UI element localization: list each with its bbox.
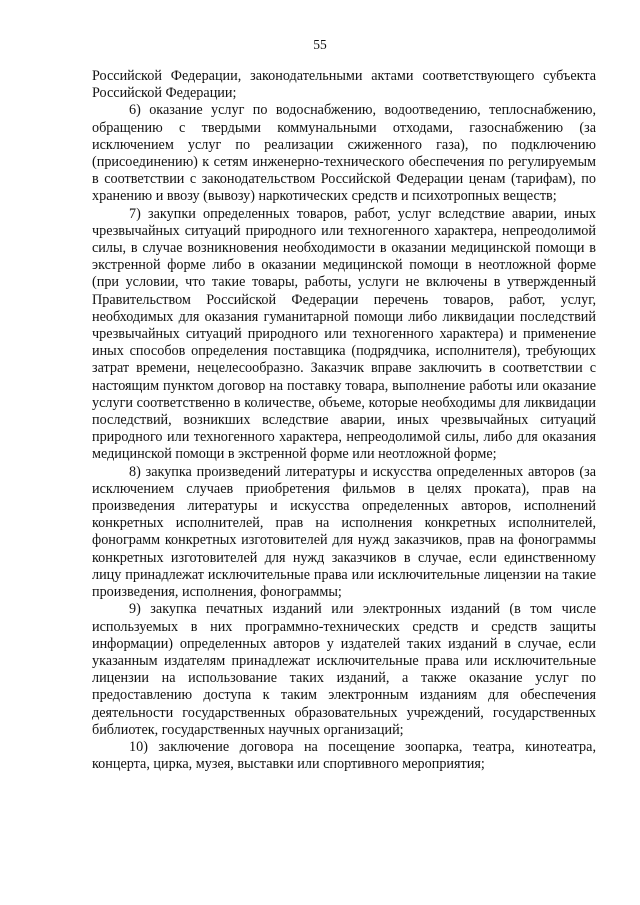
paragraph-item-8: 8) закупка произведений литературы и искусства определенных авторов (за исключением случаев приобретения фильмов в целях проката), прав на произведения литературы и искусства определенных авторов, исполнений конкретных исполнителей, прав на исполнения конкретных исполнителей, фонограмм конкретных изготовителей для нужд заказчиков, прав на фонограммы конкретных изготовителей для нужд заказчиков в случае, если единственному лицу принадлежат исключительные права или исключительные лицензии на такие произведения, исполнения, фонограммы; <box>92 463 596 601</box>
paragraph-continuation: Российской Федерации, законодательными актами соответствующего субъекта Российской Федерации; <box>92 68 596 102</box>
document-body <box>92 68 596 773</box>
paragraph-item-10: 10) заключение договора на посещение зоопарка, театра, кинотеатра, концерта, цирка, музея, выставки или спортивного мероприятия; <box>92 738 596 773</box>
page-number: 55 <box>313 37 327 52</box>
paragraph-item-7: 7) закупки определенных товаров, работ, услуг вследствие аварии, иных чрезвычайных ситуаций природного или техногенного характера, непреодолимой силы, в случае возникновения необходимости в оказании медицинской помощи в экстренной форме либо в оказании медицинской помощи в неотложной форме (при условии, что такие товары, работы, услуги не включены в утвержденный Правительством Российской Федерации перечень товаров, работ, услуг, необходимых для оказания гуманитарной помощи либо ликвидации последствий чрезвычайных ситуаций природного или техногенного характера) и применение иных способов определения поставщика (подрядчика, исполнителя), требующих затрат времени, нецелесообразно. Заказчик вправе заключить в соответствии с настоящим пунктом договор на поставку товара, выполнение работы или оказание услуги соответственно в количестве, объеме, которые необходимы для ликвидации последствий, возникших вследствие аварии, иных чрезвычайных ситуаций природного или техногенного характера, непреодолимой силы, либо для оказания медицинской помощи в экстренной форме или неотложной форме; <box>92 205 596 463</box>
paragraph-item-6: 6) оказание услуг по водоснабжению, водоотведению, теплоснабжению, обращению с твердыми коммунальными отходами, газоснабжению (за исключением услуг по реализации сжиженного газа), по подключению (присоединению) к сетям инженерно-технического обеспечения по регулируемым в соответствии с законодательством Российской Федерации ценам (тарифам), по хранению и ввозу (вывозу) наркотических средств и психотропных веществ; <box>92 102 596 205</box>
paragraph-item-9: 9) закупка печатных изданий или электронных изданий (в том числе используемых в них программно-технических средств и средств защиты информации) определенных авторов у издателей таких изданий в случае, если указанным издателям принадлежат исключительные права или исключительные лицензии на использование таких изданий, а также оказание услуг по предоставлению доступа к таким электронным изданиям для обеспечения деятельности государственных образовательных учреждений, государственных библиотек, государственных научных организаций; <box>92 601 596 738</box>
